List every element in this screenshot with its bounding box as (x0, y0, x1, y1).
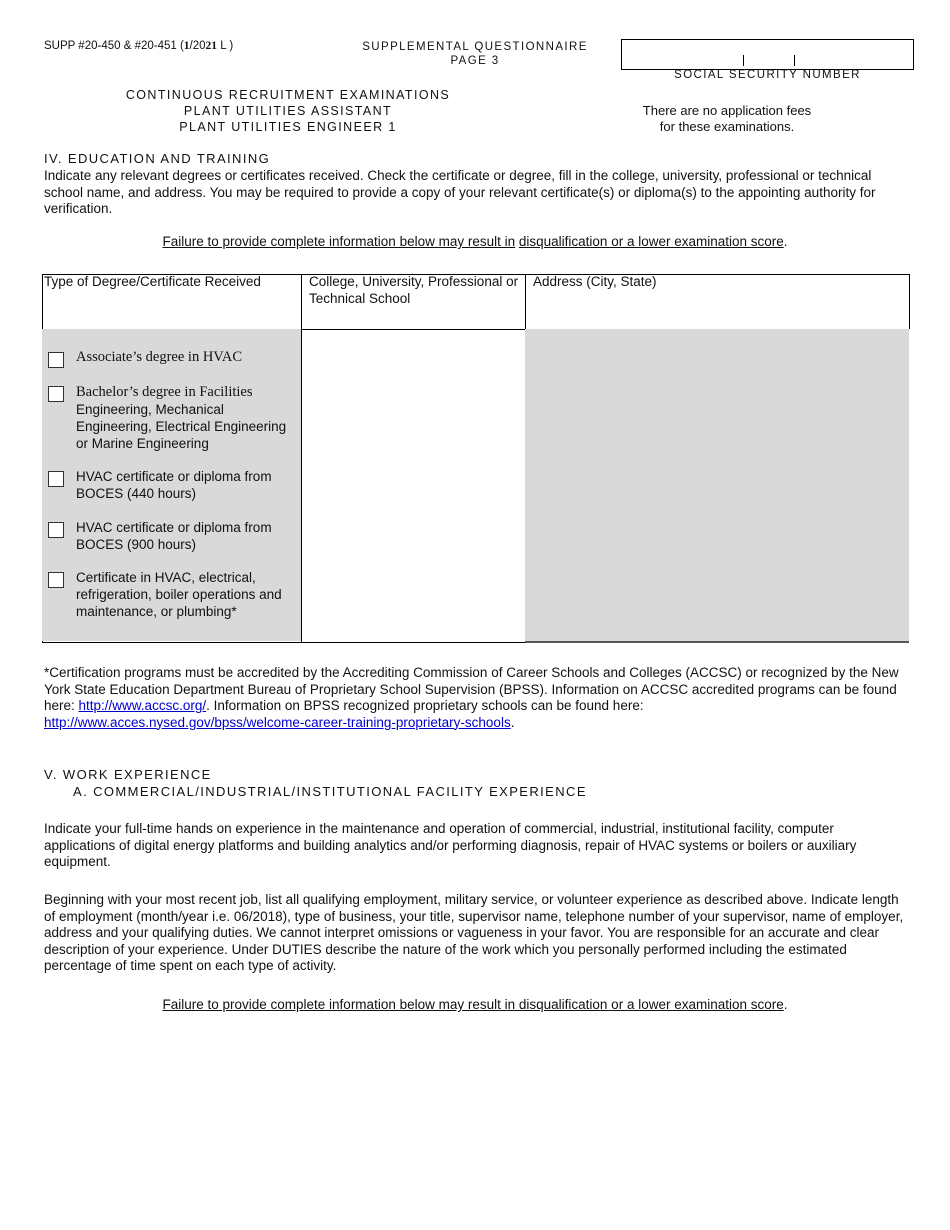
work-experience-instructions: Beginning with your most recent job, list all qualifying employment, military service, or volunteer experience as described above. Indicate length of employment (month/year i.e. 06/2018), type of business, your title, supervisor name, telephone number of your supervisor, name of employer, address and your qualifying duties. We cannot interpret omissions or vagueness in your favor. You are responsible for an accurate and clear description of your experience. Under DUTIES describe the nature of the work which you personally performed including the estimated percentage of time spent on each type of activity. (44, 892, 904, 973)
page-number: PAGE 3 (450, 55, 500, 67)
address-column-shaded (525, 329, 909, 643)
degree-checkbox[interactable] (48, 471, 64, 487)
fees-note-line: for these examinations. (659, 119, 795, 134)
ssn-divider (794, 55, 795, 66)
address-header: Address (City, State) (533, 274, 657, 289)
form-id: SUPP #20-450 & #20-451 (1/2021 L ) (44, 40, 234, 52)
accsc-link[interactable]: http://www.accsc.org/ (78, 698, 207, 713)
degree-checkbox[interactable] (48, 352, 64, 368)
form-title (345, 40, 605, 68)
degree-option-label: HVAC certificate or diploma from BOCES (440 hours) (76, 469, 272, 501)
header-divider (302, 329, 525, 330)
exam-title-line: PLANT UTILITIES ASSISTANT (183, 104, 393, 118)
bpss-link[interactable]: http://www.acces.nysed.gov/bpss/welcome-career-training-proprietary-schools (44, 714, 511, 730)
section-iv-heading: IV. EDUCATION AND TRAINING (44, 151, 271, 166)
fees-note-line: There are no application fees (642, 103, 812, 118)
work-experience-intro: Indicate your full-time hands on experience in the maintenance and operation of commercial, industrial, institutional facility, computer applications of digital energy platforms and building analytics and/or performing diagnosis, repair of HVAC systems or boilers or auxiliary equipment. (44, 821, 857, 869)
ssn-divider (743, 55, 744, 66)
degree-checkbox[interactable] (48, 386, 64, 402)
degree-option-label: Associate’s degree in HVAC (76, 349, 243, 365)
ssn-input-box[interactable] (621, 39, 914, 70)
exam-title (118, 87, 458, 135)
section-v-warning: Failure to provide complete information below may result in disqualification or a lower examination score. (162, 997, 788, 1012)
degree-checkbox[interactable] (48, 572, 64, 588)
ssn-label: SOCIAL SECURITY NUMBER (674, 69, 861, 81)
education-table (42, 274, 910, 642)
accreditation-footnote: *Certification programs must be accredited by the Accrediting Commission of Career Schools and Colleges (ACCSC) or recognized by the New York State Education Department Bureau of Proprietary School Supervision (BPSS). Information on ACCSC accredited programs can be found here: http://www.accsc.org/. Information on BPSS recognized proprietary schools can be found here: http://www.acces.nysed.gov/bpss/welcome-career-training-proprietary-schools. (44, 665, 899, 730)
degree-checkbox[interactable] (48, 522, 64, 538)
exam-title-line: CONTINUOUS RECRUITMENT EXAMINATIONS (125, 88, 451, 102)
degree-type-header: Type of Degree/Certificate Received (44, 274, 261, 289)
form-title-line: SUPPLEMENTAL QUESTIONNAIRE (362, 41, 588, 53)
section-iv-warning: Failure to provide complete information below may result in disqualification or a lower examination score. (162, 234, 788, 249)
degree-option-label: Bachelor’s degree in Facilities Engineering, Mechanical Engineering, Electrical Engineering or Marine Engineering (76, 384, 287, 451)
degree-option-label: HVAC certificate or diploma from BOCES (900 hours) (76, 520, 272, 552)
exam-title-line: PLANT UTILITIES ENGINEER 1 (179, 120, 397, 134)
section-iv-instructions: Indicate any relevant degrees or certificates received. Check the certificate or degree, fill in the college, university, professional or technical school name, and address. You may be required to provide a copy of your relevant certificate(s) or diploma(s) to the appointing authority for verification. (44, 168, 876, 216)
section-v-heading: V. WORK EXPERIENCE (44, 767, 212, 782)
school-column (301, 274, 526, 643)
fees-note (612, 103, 842, 135)
section-v-subheading: A. COMMERCIAL/INDUSTRIAL/INSTITUTIONAL FACILITY EXPERIENCE (73, 784, 587, 799)
degree-option-label: Certificate in HVAC, electrical, refrigeration, boiler operations and maintenance, or plumbing* (76, 570, 282, 619)
school-header: College, University, Professional or Technical School (309, 274, 519, 306)
